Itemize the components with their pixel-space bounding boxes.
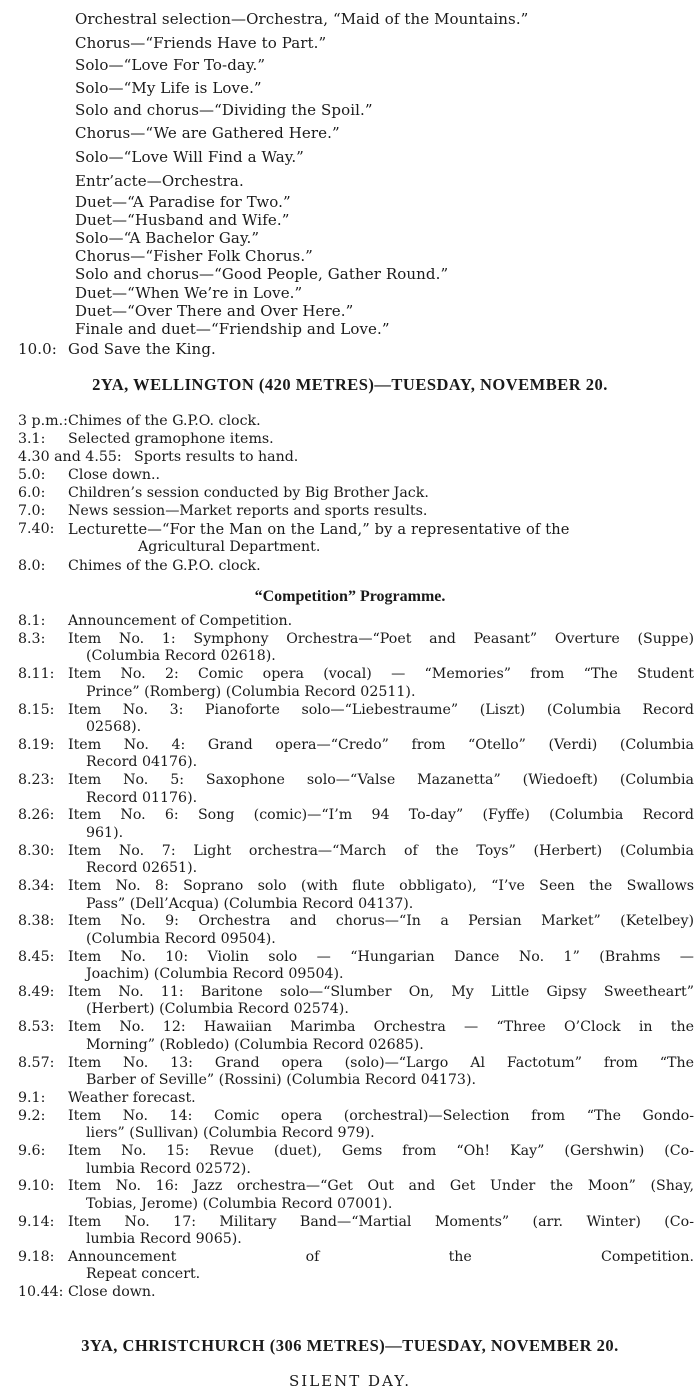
programme-text-line: Item No. 4: Grand opera—“Credo” from “Otello” (Verdi) (Columbia	[68, 736, 694, 753]
programme-text-line: Item No. 15: Revue (duet), Gems from “Oh! Kay” (Gershwin) (Co-	[68, 1143, 694, 1159]
programme-text-line: Item No. 10: Violin solo — “Hungarian Dance No. 1” (Brahms —	[68, 948, 694, 965]
programme-time: 8.34:	[18, 878, 55, 894]
programme-text	[68, 1108, 694, 1143]
list-item: Duet—“When We’re in Love.”	[75, 284, 303, 302]
programme-text-cont: liers” (Sullivan) (Columbia Record 979).	[86, 1125, 375, 1142]
programme-time: 8.49:	[18, 983, 55, 1000]
programme-text	[68, 772, 694, 807]
programme-time: 8.15:	[18, 701, 55, 718]
programme-text-line: Item No. 6: Song (comic)—“I’m 94 To-day” (Fyffe) (Columbia Record	[68, 807, 694, 824]
programme-text-line: Item No. 12: Hawaiian Marimba Orchestra — “Three O’Clock in the	[68, 1019, 694, 1036]
list-item: Orchestral selection—Orchestra, “Maid of the Mountains.”	[75, 10, 529, 28]
programme-text	[68, 843, 694, 878]
schedule-time: 7.40:	[18, 521, 55, 537]
schedule-text: News session—Market reports and sports results.	[68, 503, 428, 519]
programme-time: 9.2:	[18, 1107, 46, 1124]
closing-time: 10.0:	[18, 340, 57, 358]
list-item: Entr’acte—Orchestra.	[75, 172, 244, 190]
programme-time: 9.1:	[18, 1089, 46, 1106]
schedule-text: Lecturette—“For the Man on the Land,” by a representative of the	[68, 521, 570, 538]
programme-text-cont: Record 04176).	[86, 754, 198, 771]
programme-time: 8.11:	[18, 666, 55, 683]
programme-text-cont: lumbia Record 02572).	[86, 1160, 251, 1177]
programme-text-cont: (Herbert) (Columbia Record 02574).	[86, 1001, 349, 1018]
list-item: Solo—“My Life is Love.”	[75, 79, 262, 97]
programme-text-cont: Repeat concert.	[86, 1266, 201, 1283]
programme-text-line: Item No. 13: Grand opera (solo)—“Largo Al Factotum” from “The	[68, 1054, 694, 1071]
programme-text	[68, 1284, 694, 1302]
schedule-text-cont: Agricultural Department.	[138, 539, 321, 555]
programme-text-cont: Prince” (Romberg) (Columbia Record 02511).	[86, 683, 416, 700]
programme-time: 9.18:	[18, 1248, 55, 1265]
programme-text-line: Announcement of Competition.	[68, 613, 293, 629]
schedule-time: 7.0:	[18, 503, 46, 519]
closing-text: God Save the King.	[68, 340, 216, 358]
programme-text-line: Item No. 3: Pianoforte solo—“Liebestraume” (Liszt) (Columbia Record	[68, 701, 694, 718]
schedule-time: 6.0:	[18, 485, 46, 501]
programme-text	[68, 666, 694, 701]
programme-text	[68, 737, 694, 772]
programme-time: 8.19:	[18, 736, 55, 753]
schedule-text: Chimes of the G.P.O. clock.	[68, 413, 261, 429]
programme-time: 8.1:	[18, 613, 46, 629]
programme-text-cont: 961).	[86, 824, 124, 841]
schedule-time: 5.0:	[18, 467, 46, 483]
programme-text-line: Item No. 2: Comic opera (vocal) — “Memories” from “The Student	[68, 666, 694, 683]
programme-text	[68, 1090, 694, 1108]
schedule-text: Children’s session conducted by Big Brother Jack.	[68, 485, 429, 501]
programme-text	[68, 1055, 694, 1090]
programme-text-line: Weather forecast.	[68, 1089, 196, 1106]
programme-text-cont: (Columbia Record 09504).	[86, 930, 276, 947]
programme-text-line: Close down.	[68, 1284, 156, 1301]
programme-text-cont: lumbia Record 9065).	[86, 1231, 242, 1248]
programme-time: 8.53:	[18, 1019, 55, 1036]
programme-text	[68, 913, 694, 948]
programme-text-line: Item No. 1: Symphony Orchestra—“Poet and Peasant” Overture (Suppe)	[68, 630, 694, 647]
schedule-text: Chimes of the G.P.O. clock.	[68, 558, 261, 574]
programme-text-line: Item No. 11: Baritone solo—“Slumber On, My Little Gipsy Sweetheart”	[68, 983, 694, 1000]
list-item: Solo—“Love Will Find a Way.”	[75, 148, 304, 166]
schedule-time: 3.1:	[18, 431, 46, 447]
christchurch-heading: 3YA, CHRISTCHURCH (306 METRES)—TUESDAY, NOVEMBER 20.	[81, 1336, 619, 1355]
list-item: Solo—“A Bachelor Gay.”	[75, 229, 260, 247]
programme-time: 8.30:	[18, 842, 55, 859]
programme-time: 9.14:	[18, 1213, 55, 1230]
list-item: Solo and chorus—“Good People, Gather Round.”	[75, 265, 449, 283]
silent-day-note: SILENT DAY.	[289, 1372, 411, 1390]
programme-text	[68, 631, 694, 666]
schedule-time: 8.0:	[18, 558, 46, 574]
list-item: Chorus—“Fisher Folk Chorus.”	[75, 247, 313, 265]
programme-text	[68, 613, 694, 631]
programme-text-cont: Tobias, Jerome) (Columbia Record 07001).	[86, 1195, 393, 1212]
programme-text-line: Item No. 7: Light orchestra—“March of the Toys” (Herbert) (Columbia	[68, 842, 694, 859]
list-item: Finale and duet—“Friendship and Love.”	[75, 320, 390, 338]
programme-text-cont: Barber of Seville” (Rossini) (Columbia Record 04173).	[86, 1072, 476, 1088]
list-item: Solo and chorus—“Dividing the Spoil.”	[75, 101, 373, 119]
programme-text-cont: Joachim) (Columbia Record 09504).	[86, 966, 344, 983]
programme-text	[68, 1178, 694, 1213]
programme-text-cont: Record 02651).	[86, 860, 198, 877]
programme-time: 10.44:	[18, 1284, 64, 1301]
schedule-time: 4.30 and 4.55:	[18, 449, 122, 465]
programme-time: 8.23:	[18, 772, 55, 789]
programme-text-line: Item No. 9: Orchestra and chorus—“In a Persian Market” (Ketelbey)	[68, 913, 694, 930]
schedule-text: Sports results to hand.	[134, 449, 299, 465]
programme-text	[68, 1143, 694, 1178]
programme-time: 8.3:	[18, 630, 46, 647]
list-item: Solo—“Love For To-day.”	[75, 56, 266, 74]
schedule-text: Selected gramophone items.	[68, 431, 274, 447]
schedule-text: Close down..	[68, 467, 161, 483]
programme-text-cont: Pass” (Dell’Acqua) (Columbia Record 04137).	[86, 895, 414, 912]
list-item: Duet—“Over There and Over Here.”	[75, 302, 354, 320]
programme-time: 9.10:	[18, 1178, 55, 1195]
wellington-heading: 2YA, WELLINGTON (420 METRES)—TUESDAY, NOVEMBER 20.	[92, 375, 608, 394]
programme-text-cont: Morning” (Robledo) (Columbia Record 02685).	[86, 1036, 424, 1053]
programme-text-line: Item No. 16: Jazz orchestra—“Get Out and Get Under the Moon” (Shay,	[68, 1178, 694, 1195]
programme-text-line: Announcement of the Competition.	[68, 1248, 694, 1265]
programme-text	[68, 1249, 694, 1284]
schedule-time: 3 p.m.:	[18, 413, 68, 429]
programme-text-line: Item No. 17: Military Band—“Martial Moments” (arr. Winter) (Co-	[68, 1213, 694, 1230]
programme-text	[68, 1214, 694, 1249]
programme-text	[68, 878, 694, 913]
programme-text	[68, 702, 694, 737]
list-item: Duet—“Husband and Wife.”	[75, 211, 290, 229]
programme-time: 8.38:	[18, 913, 55, 930]
programme-text-line: Item No. 5: Saxophone solo—“Valse Mazanetta” (Wiedoeft) (Columbia	[68, 772, 694, 789]
programme-text-cont: (Columbia Record 02618).	[86, 648, 276, 665]
programme-text	[68, 984, 694, 1019]
programme-text-line: Item No. 8: Soprano solo (with flute obbligato), “I’ve Seen the Swallows	[68, 878, 694, 894]
programme-text	[68, 1019, 694, 1054]
programme-title: “Competition” Programme.	[254, 588, 446, 605]
programme-time: 8.45:	[18, 948, 55, 965]
list-item: Chorus—“We are Gathered Here.”	[75, 124, 340, 142]
programme-text-cont: Record 01176).	[86, 789, 198, 806]
programme-time: 9.6:	[18, 1143, 46, 1159]
programme-text-line: Item No. 14: Comic opera (orchestral)—Selection from “The Gondo-	[68, 1107, 694, 1124]
programme-time: 8.57:	[18, 1054, 55, 1071]
programme-text	[68, 949, 694, 984]
programme-time: 8.26:	[18, 807, 55, 824]
programme-text	[68, 807, 694, 842]
list-item: Chorus—“Friends Have to Part.”	[75, 34, 327, 52]
list-item: Duet—“A Paradise for Two.”	[75, 193, 291, 211]
programme-text-cont: 02568).	[86, 719, 142, 735]
